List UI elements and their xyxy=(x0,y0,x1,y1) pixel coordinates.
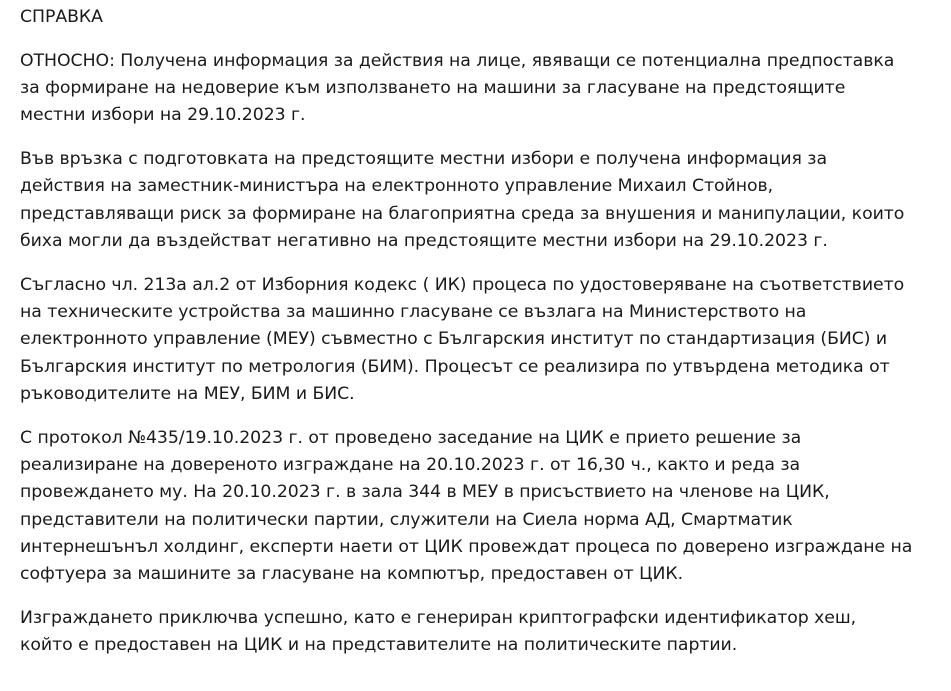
paragraph-subject: ОТНОСНО: Получена информация за действия на лице, явяващи се потенциална предпоставка за формиране на недоверие към използването на машини за гласуване на предстоящите местни избори на 29.10.2023 г. xyxy=(20,50,895,126)
document-body xyxy=(20,4,945,676)
document-title: СПРАВКА xyxy=(20,7,103,27)
paragraph-context: Във връзка с подготовката на предстоящите местни избори е получена информация за действия на заместник-министъра на електронното управление Михаил Стойнов, представляващи риск за формиране на благоприятна среда за внушения и манипулации, които биха могли да въздействат негативно на предстоящите местни избори на 29.10.2023 г. xyxy=(20,149,905,252)
paragraph-protocol: С протокол №435/19.10.2023 г. от проведено заседание на ЦИК е прието решение за реализиране на довереното изграждане на 20.10.2023 г. от 16,30 ч., както и реда за провеждането му. На 20.10.2023 г. в зала 344 в МЕУ в присъствието на членове на ЦИК, представители на политически партии, служители на Сиела норма АД, Смартматик интернешънъл холдинг, експерти наети от ЦИК провеждат процеса по доверено изграждане на софтуера за машините за гласуване на компютър, предоставен от ЦИК. xyxy=(20,427,913,585)
paragraph-legal-basis: Съгласно чл. 213а ал.2 от Изборния кодекс ( ИК) процеса по удостоверяване на съответствието на техническите устройства за машинно гласуване се възлага на Министерството на електронното управление (МЕУ) съвместно с Българския институт по стандартизация (БИС) и Българския институт по метрология (БИМ). Процесът се реализира по утвърдена методика от ръководителите на МЕУ, БИМ и БИС. xyxy=(20,274,905,405)
paragraph-conclusion: Изграждането приключва успешно, като е генериран криптографски идентификатор хеш, който е предоставен на ЦИК и на представителите на политическите партии. xyxy=(20,608,857,656)
